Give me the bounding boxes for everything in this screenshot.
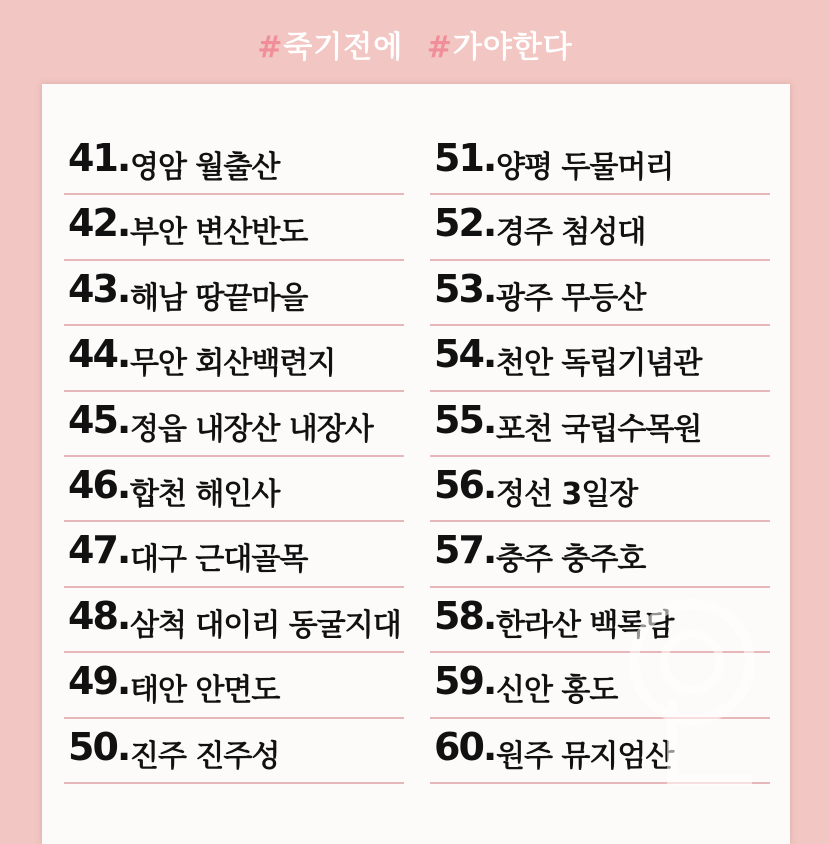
list-item: 58. 한라산 백록담	[430, 588, 770, 653]
list-item: 49. 태안 안면도	[64, 653, 404, 718]
list-item: 51. 양평 두물머리	[430, 130, 770, 195]
list-item: 48. 삼척 대이리 동굴지대	[64, 588, 404, 653]
hashtag-2: #가야한다	[426, 30, 573, 65]
list-item: 46. 합천 해인사	[64, 457, 404, 522]
hashtag-1: #죽기전에	[257, 30, 404, 65]
list-item: 42. 부안 변산반도	[64, 195, 404, 260]
hashtag-header	[0, 22, 830, 66]
list-item: 43. 해남 땅끝마을	[64, 261, 404, 326]
list-item: 56. 정선 3일장	[430, 457, 770, 522]
p-logo-icon	[612, 590, 772, 800]
list-column-left	[64, 130, 404, 784]
list-item: 57. 충주 충주호	[430, 522, 770, 587]
list-item: 59. 신안 홍도	[430, 653, 770, 718]
list-item: 41. 영암 월출산	[64, 130, 404, 195]
list-item: 53. 광주 무등산	[430, 261, 770, 326]
list-item: 52. 경주 첨성대	[430, 195, 770, 260]
list-item: 44. 무안 회산백련지	[64, 326, 404, 391]
list-item: 60. 원주 뮤지엄산	[430, 719, 770, 784]
list-item: 54. 천안 독립기념관	[430, 326, 770, 391]
list-item: 50. 진주 진주성	[64, 719, 404, 784]
list-item: 45. 정읍 내장산 내장사	[64, 392, 404, 457]
list-item: 47. 대구 근대골목	[64, 522, 404, 587]
list-item: 55. 포천 국립수목원	[430, 392, 770, 457]
